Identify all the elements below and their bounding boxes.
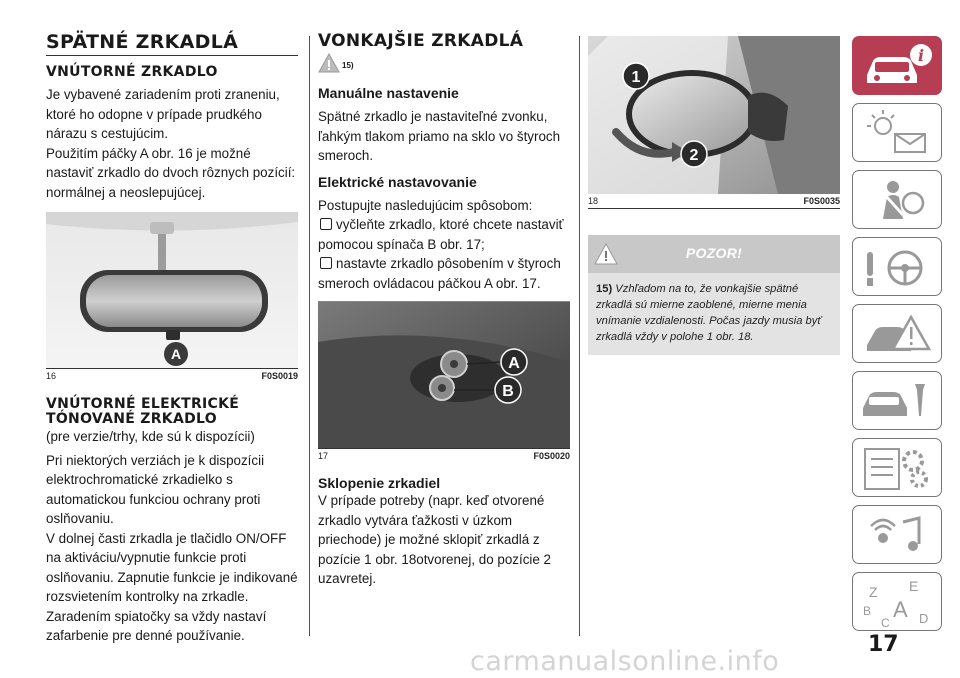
figure-rule — [46, 368, 298, 369]
figure-caption — [46, 371, 298, 381]
figure-18-exterior-mirror — [588, 36, 840, 194]
svg-text:D: D — [919, 611, 929, 626]
maintenance-icon — [853, 372, 941, 429]
safety-icon — [853, 171, 941, 228]
subsection-title-electric-mirror-2: TÓNOVANÉ ZRKADLO — [46, 411, 217, 427]
multimedia-icon — [853, 506, 941, 563]
warning-lights-icon — [853, 104, 941, 161]
warning-reference: 15) — [596, 283, 613, 295]
heading-folding-mirrors: Sklopenie zrkadiel — [318, 475, 441, 491]
figure-16-interior-mirror — [46, 212, 298, 368]
column-divider — [309, 36, 310, 636]
checkbox-bullet-icon — [320, 257, 332, 269]
sidebar-tab-multimedia[interactable] — [852, 505, 942, 564]
sidebar-tab-index[interactable] — [852, 572, 942, 631]
figure-17-mirror-switch — [318, 302, 570, 448]
figure-code: F0S0019 — [261, 371, 298, 381]
figure-label-1: 1 — [631, 69, 641, 86]
figure-number: 18 — [588, 196, 599, 206]
subsection-title-interior-mirror: VNÚTORNÉ ZRKADLO — [46, 64, 218, 80]
title-rule — [46, 55, 298, 56]
svg-text:i: i — [917, 46, 925, 65]
exterior-mirror-illustration — [588, 36, 840, 194]
index-icon — [853, 573, 941, 630]
figure-number: 16 — [46, 371, 57, 381]
paragraph: Postupujte nasledujúcim spôsobom: — [318, 197, 533, 213]
sidebar-tab-safety[interactable] — [852, 170, 942, 229]
checkbox-bullet-icon — [320, 218, 332, 230]
sidebar-tab-car-info[interactable] — [852, 36, 942, 95]
sidebar-tab-maintenance[interactable] — [852, 371, 942, 430]
svg-text:Z: Z — [869, 584, 878, 600]
section-title: SPÄTNÉ ZRKADLÁ — [46, 31, 239, 53]
sidebar-tab-warning-lights[interactable] — [852, 103, 942, 162]
figure-label-2: 2 — [689, 147, 699, 164]
paragraph: V prípade potreby (napr. keď otvorené zrkadlo vytvára ťažkosti v úzkom priechode) je možné sklopiť zrkadlá z pozície 1 obr. 18otvorenej, do pozície 2 uzavretej. — [318, 493, 552, 586]
svg-text:C: C — [881, 616, 890, 630]
car-info-icon — [853, 37, 941, 94]
list-item: nastavte zrkadlo pôsobením v štyroch smeroch ovládacou páčkou A obr. 17. — [318, 256, 561, 291]
figure-label-a: A — [508, 355, 520, 372]
emergency-icon — [853, 305, 941, 362]
sidebar-tab-technical-data[interactable] — [852, 438, 942, 497]
figure-label-b: B — [502, 383, 514, 400]
column-2 — [318, 0, 570, 589]
column-1 — [46, 0, 298, 646]
figure-caption — [318, 451, 570, 461]
warning-reference: 15) — [342, 61, 354, 70]
watermark: carmanualsonline.info — [470, 646, 780, 677]
svg-text:B: B — [863, 604, 872, 618]
warning-text: Vzhľadom na to, že vonkajšie spätné zrkadlá sú mierne zaoblené, mierne menia vnímanie vzdialenosti. Počas jazdy musia byť zrkadlá vždy v polohe 1 obr. 18. — [596, 283, 822, 343]
paragraph: Spätné zrkadlo je nastaviteľné zvonku, ľahkým tlakom priamo na sklo vo štyroch smeroch. — [318, 109, 561, 163]
interior-mirror-illustration — [46, 212, 298, 368]
warning-box — [588, 235, 840, 355]
page-number: 17 — [868, 632, 899, 657]
figure-code: F0S0020 — [533, 451, 570, 461]
figure-code: F0S0035 — [803, 196, 840, 206]
mirror-switch-illustration — [318, 302, 570, 448]
section-title-exterior-mirrors: VONKAJŠIE ZRKADLÁ — [318, 31, 524, 51]
figure-caption — [588, 196, 840, 206]
heading-electric-adjustment: Elektrické nastavovanie — [318, 173, 477, 190]
warning-title: POZOR! — [685, 245, 743, 261]
svg-text:E: E — [909, 578, 919, 594]
sidebar-tab-driving[interactable] — [852, 237, 942, 296]
paragraph: Je vybavené zariadením proti zraneniu, ktoré ho odopne v prípade prudkého nárazu s cestujúcim. — [46, 87, 280, 141]
heading-manual-adjustment: Manuálne nastavenie — [318, 85, 459, 101]
column-divider — [579, 36, 580, 636]
paragraph: Pri niektorých verziách je k dispozícii elektrochromatické zrkadielko s automatickou funkciou ochrany proti oslňovaniu. — [46, 452, 265, 526]
paragraph: Použitím páčky A obr. 16 je možné nastaviť zrkadlo do dvoch rôznych pozícií: normálnej a neoslepujúcej. — [46, 145, 296, 200]
figure-rule — [318, 448, 570, 449]
paragraph: V dolnej časti zrkadla je tlačidlo ON/OFF na aktiváciu/vypnutie funkcie proti oslňovaniu. Zapnutie funkcie je indikované rozsvietením kontrolky na zrkadle. Zaradením spiatočky sa vždy nastaví zafarbenie pre denné používanie. — [46, 530, 298, 643]
technical-data-icon — [853, 439, 941, 496]
svg-text:A: A — [893, 597, 908, 622]
warning-header — [588, 235, 840, 273]
sidebar-tab-emergency[interactable] — [852, 304, 942, 363]
column-3 — [588, 0, 840, 355]
figure-number: 17 — [318, 451, 329, 461]
list-item: vyčleňte zrkadlo, ktoré chcete nastaviť pomocou spínača B obr. 17; — [318, 217, 564, 252]
availability-note: (pre verzie/trhy, kde sú k dispozícii) — [46, 429, 255, 444]
driving-icon — [853, 238, 941, 295]
chapter-sidebar — [852, 36, 942, 639]
subsection-title-electric-mirror-1: VNÚTORNÉ ELEKTRICKÉ — [46, 396, 240, 412]
figure-label-a: A — [170, 346, 182, 362]
warning-body — [588, 273, 840, 355]
warning-triangle-icon — [318, 53, 340, 73]
